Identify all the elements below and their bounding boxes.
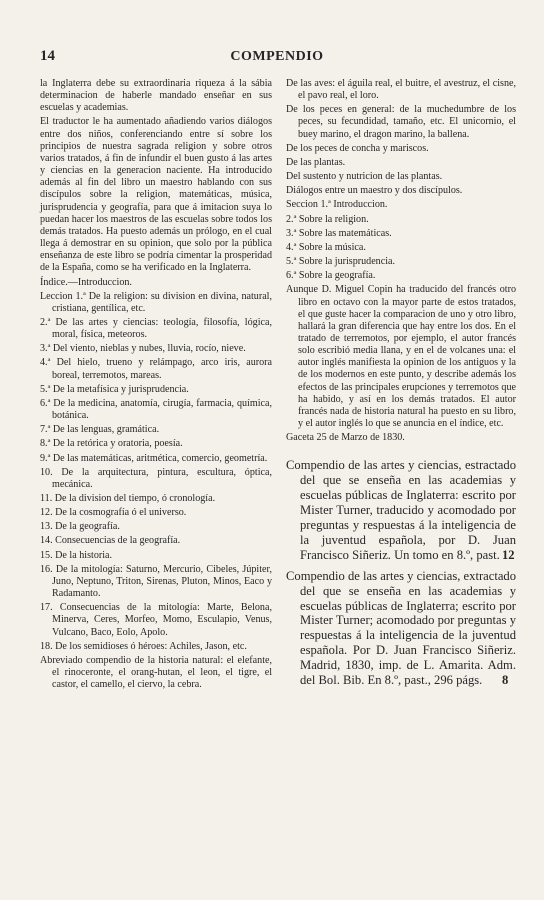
left_column-paragraph: Abreviado compendio de la historia natural: el elefante, el rinoceronte, el orang-hutan, el leon, el tigre, el castor, el camello, el ciervo, la cebra. — [40, 654, 272, 691]
right_column-paragraph: De los peces de concha y mariscos. — [286, 142, 429, 154]
left_column-paragraph: 15. De la historia. — [40, 549, 113, 561]
left_column-paragraph: 7.ª De las lenguas, gramática. — [40, 424, 160, 436]
left_column-paragraph: 9.ª De las matemáticas, aritmética, comercio, geometría. — [40, 452, 268, 464]
left_column-paragraph: 5.ª De la metafísica y jurisprudencia. — [40, 383, 189, 395]
catalog-entries — [286, 458, 516, 688]
left_column-paragraph: 12. De la cosmografía ó el universo. — [40, 507, 187, 519]
left_column-paragraph: El traductor le ha aumentado añadiendo varios diálogos entre dos niños, conferenciando entre sí sobre los principios de nuestra sagrada religion y sobre otros varios tratados, á fin de infundir el buen gusto á las artes y ciencias en la generacion naciente. Ha introducido además al fin del libro un maestro hablando con sus discípulos sobre la religion, matemáticas, música, jurisprudencia y geografía, para que á imitacion suya lo puedan hacer los maestros de las escuelas sobre todos los demás tratados. Ha puesto además un prólogo, en el cual llega á demostrar en su opinion, que solo por la pública enseñanza de este libro se podría cimentar la prosperidad de la España, como se ha verificado en la Inglaterra. — [40, 116, 272, 274]
left_column-paragraph: 18. De los semidioses ó héroes: Achiles, Jason, etc. — [40, 640, 247, 652]
left_column-paragraph: 13. De la geografía. — [40, 521, 120, 533]
right_column-paragraph: Seccion 1.ª Introduccion. — [286, 199, 388, 211]
left_column-paragraph: 16. De la mitología: Saturno, Mercurio, Cibeles, Júpiter, Juno, Neptuno, Triton, Sirenas, Pluton, Minos, Eaco y Radamanto. — [40, 563, 272, 600]
left_column-paragraph: 8.ª De la retórica y oratoria, poesía. — [40, 438, 183, 450]
catalog-entry: Compendio de las artes y ciencias, extractado del que se enseña en las academias y escuelas públicas de Inglaterra; escrito por Mister Turner; acomodado por preguntas y respuestas á la inteligencia de la juventud española. Por D. Juan Francisco Siñeriz. Madrid, 1830, imp. de L. Amarita. Adm. del Bol. Bib. En 8.º, past., 296 págs. 8 — [286, 568, 516, 688]
left_column-paragraph: 3.ª Del viento, nieblas y nubes, lluvia, rocío, nieve. — [40, 343, 246, 355]
left_column-paragraph: 14. Consecuencias de la geografía. — [40, 535, 181, 547]
right_column-paragraph: De los peces en general: de la muchedumbre de los peces, su fecundidad, tamaño, etc. El unicornio, el buey marino, el dragon marino, la ballena. — [286, 104, 516, 140]
left_column-paragraph: Índice.—Introduccion. — [40, 276, 132, 288]
right_column-paragraph: 3.ª Sobre las matemáticas. — [286, 227, 392, 239]
left_column-paragraph: la Inglaterra debe su extraordinaria riqueza á la sábia determinacion de haberle mandado enseñar en sus escuelas y academias. — [40, 78, 272, 114]
page-header — [40, 48, 514, 70]
right_column-paragraph: Diálogos entre un maestro y dos discípulos. — [286, 185, 463, 197]
left_column-paragraph: 17. Consecuencias de la mitología: Marte, Belona, Minerva, Ceres, Morfeo, Momo, Esculapio, Venus, Vulcano, Baco, Eolo, Apolo. — [40, 602, 272, 638]
left_column-paragraph: 6.ª De la medicina, anatomía, cirugía, farmacia, química, botánica. — [40, 397, 272, 422]
right_column-paragraph: 5.ª Sobre la jurisprudencia. — [286, 256, 396, 268]
right_column-paragraph: Aunque D. Miguel Copin ha traducido del francés otro libro en octavo con la mayor parte de estos tratados, el que guste hacer la comparacion de uno y otro libro, hallará la gran diferencia que hay entre los dos. En el tratado de terremotos, por ejemplo, el autor francés solo escribió media llana, y en el de volcanes una: el autor inglés manifiesta la opinion de los antiguos y la de los modernos en este punto, y describe además los efectos de las principales erupciones y terremotos que ha habido, y así en los demás tratados. El autor francés nada de historia natural ha puesto en su libro, y el autor inglés lo que se anuncia en el índice, etc. — [286, 284, 516, 430]
left_column-paragraph: 4.ª Del hielo, trueno y relámpago, arco iris, aurora boreal, terremotos, mareas. — [40, 357, 272, 381]
page-number: 14 — [40, 48, 55, 64]
left-column — [40, 78, 272, 693]
entry-text: Compendio de las artes y ciencias, extractado del que se enseña en las academias y escuelas públicas de Inglaterra; escrito por Mister Turner; acomodado por preguntas y respuestas á la inteligencia de la juventud española. Por D. Juan Francisco Siñeriz. Madrid, 1830, imp. de L. Amarita. Adm. del Bol. Bib. En 8.º, past., 296 págs. — [286, 568, 516, 688]
right_column-paragraph: 6.ª Sobre la geografía. — [286, 270, 376, 282]
right_column-paragraph: Del sustento y nutricion de las plantas. — [286, 171, 443, 183]
left_column-paragraph: 11. De la division del tiempo, ó cronología. — [40, 493, 216, 504]
right_column-paragraph: 2.ª Sobre la religion. — [286, 213, 369, 225]
left_column-paragraph: 10. De la arquitectura, pintura, escultura, óptica, mecánica. — [40, 466, 272, 490]
right-column — [286, 78, 516, 692]
catalog-entry: Compendio de las artes y ciencias, estractado del que se enseña en las academias y escuelas públicas de Inglaterra: escrito por Mister Turner, traducido y acomodado por preguntas y respuestas á la inteligencia de la juventud española, por D. Juan Francisco Siñeriz. Un tomo en 8.º, past. 12 — [286, 458, 516, 562]
right_column-paragraph: Gaceta 25 de Marzo de 1830. — [286, 432, 405, 444]
running-head: COMPENDIO — [230, 49, 324, 64]
left_column-paragraph: 2.ª De las artes y ciencias: teología, filosofía, lógica, moral, física, meteoros. — [40, 316, 272, 341]
entry-text: Compendio de las artes y ciencias, estractado del que se enseña en las academias y escuelas públicas de Inglaterra: escrito por Mister Turner, traducido y acomodado por preguntas y respuestas á la inteligencia de la juventud española, por D. Juan Francisco Siñeriz. Un tomo en 8.º, past. — [286, 458, 516, 562]
right-column-paragraphs — [286, 78, 516, 444]
right_column-paragraph: De las aves: el águila real, el buitre, el avestruz, el cisne, el pavo real, el loro. — [286, 78, 516, 102]
left_column-paragraph: Leccion 1.ª De la religion: su division en divina, natural, cristiana, gentílica, etc. — [40, 290, 272, 314]
right_column-paragraph: De las plantas. — [286, 156, 346, 168]
right_column-paragraph: 4.ª Sobre la música. — [286, 241, 366, 253]
